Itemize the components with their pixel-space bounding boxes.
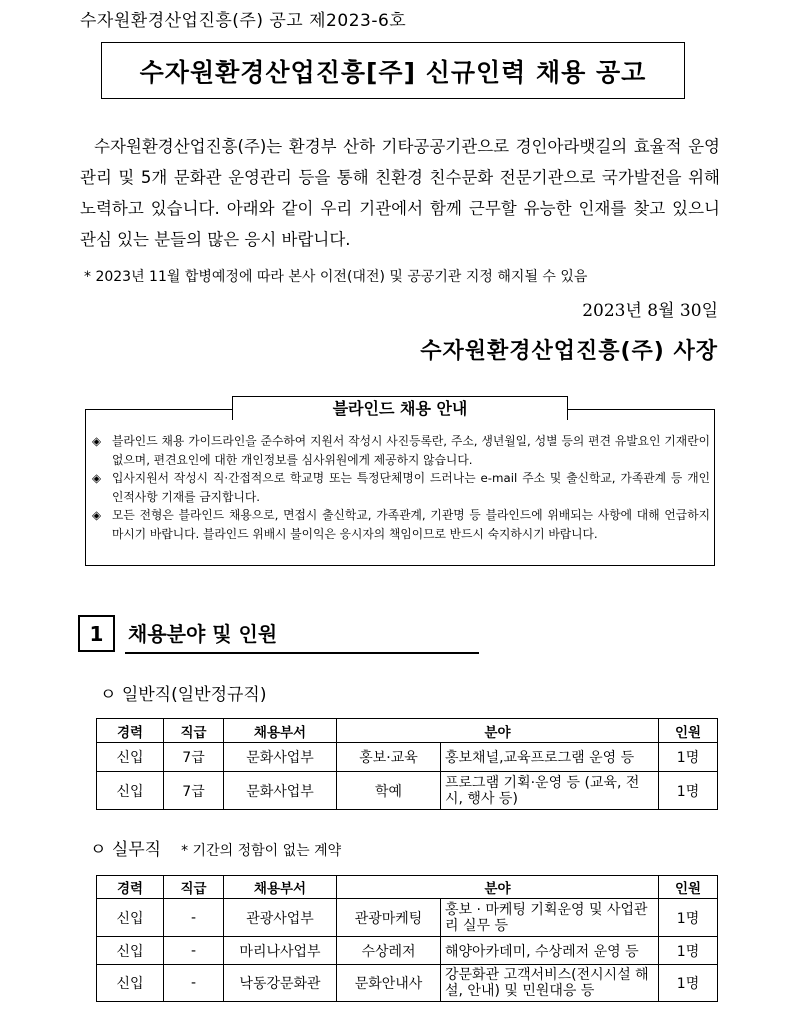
cell: 신입 <box>97 772 164 810</box>
intro-text: 수자원환경산업진흥(주)는 환경부 산하 기타공공기관으로 경인아라뱃길의 효율적 운영관리 및 5개 문화관 운영관리 등을 통해 친환경 친수문화 전문기관으로 국가발전을 위해 노력하고 있습니다. 아래와 같이 우리 기관에서 함께 근무할 유능한 인재를 찾고 있으니 관심 있는 분들의 많은 응시 바랍니다. <box>80 137 720 249</box>
table-row <box>97 772 718 810</box>
table-row <box>97 743 718 772</box>
cell: 문화사업부 <box>224 743 337 772</box>
diamond-bullet-icon: ◈ <box>92 508 102 522</box>
list-item-text: 모든 전형은 블라인드 채용으로, 면접시 출신학교, 가족관계, 기관명 등 블라인드에 위배되는 사항에 대해 언급하지 마시기 바랍니다. 블라인드 위배시 불이익은 응시자의 책임이므로 반드시 숙지하시기 바랍니다. <box>112 508 710 541</box>
cell: 신입 <box>97 899 164 937</box>
blind-recruitment-title: 블라인드 채용 안내 <box>232 396 568 420</box>
cell: 신입 <box>97 965 164 1002</box>
cell: 강문화관 고객서비스(전시시설 해설, 안내) 및 민원대응 등 <box>441 965 659 1002</box>
list-item-text: 블라인드 채용 가이드라인을 준수하여 지원서 작성시 사진등록란, 주소, 생년월일, 성별 등의 편견 유발요인 기재란이 없으며, 편견요인에 대한 개인정보를 심사위원에게 제공하지 않습니다. <box>112 434 710 467</box>
cell: 홍보·교육 <box>337 743 441 772</box>
cell: 신입 <box>97 743 164 772</box>
list-item <box>92 432 710 469</box>
notice-date: 2023년 8월 30일 <box>582 301 718 321</box>
general-position-table <box>96 718 718 810</box>
cell: 마리나사업부 <box>224 937 337 965</box>
diamond-bullet-icon: ◈ <box>92 471 102 485</box>
table-row <box>97 965 718 1002</box>
cell: 7급 <box>164 743 224 772</box>
header-grade: 직급 <box>164 876 224 899</box>
cell: 수상레저 <box>337 937 441 965</box>
cell: 해양아카데미, 수상레저 운영 등 <box>441 937 659 965</box>
notice-number: 수자원환경산업진흥(주) 공고 제2023-6호 <box>80 11 407 31</box>
signer: 수자원환경산업진흥(주) 사장 <box>420 339 718 364</box>
cell: 관광사업부 <box>224 899 337 937</box>
cell: - <box>164 965 224 1002</box>
cell: 문화안내사 <box>337 965 441 1002</box>
section-title: 채용분야 및 인원 <box>128 622 278 646</box>
cell: 신입 <box>97 937 164 965</box>
header-field: 분야 <box>337 876 659 899</box>
header-department: 채용부서 <box>224 719 337 743</box>
cell: 1명 <box>659 772 718 810</box>
section-underline <box>125 652 479 654</box>
table-row <box>97 937 718 965</box>
intro-paragraph <box>80 131 720 255</box>
header-headcount: 인원 <box>659 876 718 899</box>
cell: - <box>164 937 224 965</box>
cell: 낙동강문화관 <box>224 965 337 1002</box>
cell: 1명 <box>659 965 718 1002</box>
header-grade: 직급 <box>164 719 224 743</box>
list-item <box>92 469 710 506</box>
cell: 학예 <box>337 772 441 810</box>
blind-recruitment-list <box>92 432 710 543</box>
cell: 1명 <box>659 743 718 772</box>
cell: 관광마케팅 <box>337 899 441 937</box>
page-title: 수자원환경산업진흥[주] 신규인력 채용 공고 <box>101 42 685 99</box>
cell: 프로그램 기획·운영 등 (교육, 전시, 행사 등) <box>441 772 659 810</box>
table-header-row <box>97 876 718 899</box>
practical-position-table <box>96 875 718 1002</box>
header-career: 경력 <box>97 876 164 899</box>
diamond-bullet-icon: ◈ <box>92 434 102 448</box>
table-header-row <box>97 719 718 743</box>
cell: - <box>164 899 224 937</box>
header-department: 채용부서 <box>224 876 337 899</box>
list-item <box>92 506 710 543</box>
practical-position-label <box>90 835 341 860</box>
section-number: 1 <box>78 615 115 652</box>
cell: 1명 <box>659 937 718 965</box>
practical-note: * 기간의 정함이 없는 계약 <box>181 843 342 859</box>
cell: 1명 <box>659 899 718 937</box>
practical-label-text: ㅇ 실무직 <box>90 840 162 860</box>
header-field: 분야 <box>337 719 659 743</box>
general-position-label: ㅇ 일반직(일반정규직) <box>100 685 267 705</box>
cell: 문화사업부 <box>224 772 337 810</box>
header-career: 경력 <box>97 719 164 743</box>
relocation-note: * 2023년 11월 합병예정에 따라 본사 이전(대전) 및 공공기관 지정 해지될 수 있음 <box>84 269 588 285</box>
table-row <box>97 899 718 937</box>
list-item-text: 입사지원서 작성시 직·간접적으로 학교명 또는 특정단체명이 드러나는 e-mail 주소 및 출신학교, 가족관계 등 개인 인적사항 기재를 금지합니다. <box>112 471 710 504</box>
header-headcount: 인원 <box>659 719 718 743</box>
cell: 7급 <box>164 772 224 810</box>
cell: 홍보 · 마케팅 기획운영 및 사업관리 실무 등 <box>441 899 659 937</box>
cell: 홍보채널,교육프로그램 운영 등 <box>441 743 659 772</box>
